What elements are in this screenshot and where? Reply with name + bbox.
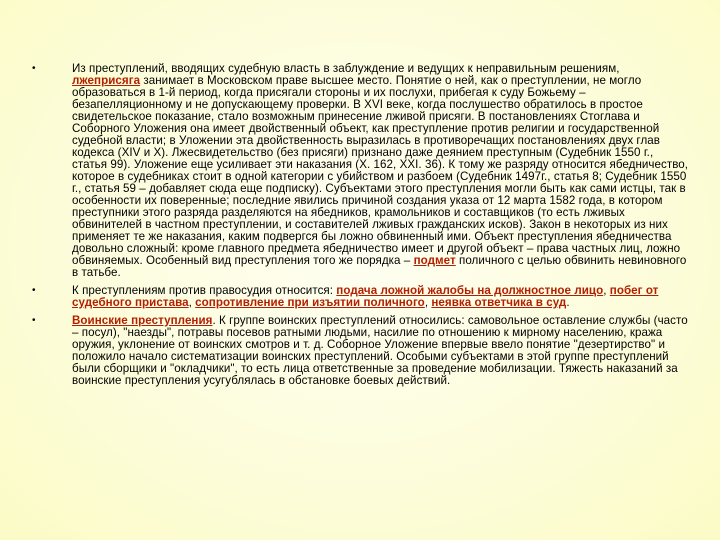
term-link-podmet[interactable]: подмет	[413, 254, 456, 267]
bullet-icon: •	[32, 285, 36, 296]
term-link-pobeg[interactable]: побег от судебного пристава	[72, 284, 659, 309]
paragraph-text: Из преступлений, вводящих судебную власть в заблуждение и ведущих к неправильным решениям,	[72, 62, 620, 75]
paragraph-text: поличного с целью обвинить невиновного в татьбе.	[72, 254, 687, 279]
list-item-pravosudie	[32, 284, 690, 309]
term-link-lozhnaya-zhaloba[interactable]: подача ложной жалобы на должностное лицо	[336, 284, 604, 297]
separator-text: ,	[603, 284, 610, 297]
separator-text: .	[566, 296, 570, 309]
paragraph-text: занимает в Московском праве высшее место. Понятие о ней, как о преступлении, не могло образоваться в 1-й период, когда присягали стороны и их послухи, прибегая к суду Божьему – безапелляционному и не допускающему проверки. В XVI веке, когда послушество обратилось в простое свидетельское показание, стало возможным принесение лживой присяги. В постановлениях Стоглава и Соборного Уложения она имеет двойственный объект, как преступление против религии и государственной судебной власти; в Уложении эта двойственность выразилась в противоречащих постановлениях двух глав кодекса (XIV и X). Лжесвидетельство (без присяги) признано даже деянием преступным (Судебник 1550 г., статья 99). Уложение еще усиливает эти наказания (X. 162, XXI. 36). К тому же разряду относится ябедничество, которое в судебниках стоит в одной категории с убийством и разбоем (Судебник 1497г., статья 8; Судебник 1550 г., статья 59 – добавляет сюда еще подписку). Субъектами этого преступления могли быть как сами истцы, так в особенности их поверенные; последние явились причиной создания указа от 12 марта 1582 года, в котором преступники этого разряда разделяются на ябедников, крамольников и составщиков (то есть лживых обвинителей в частном преступлении, и составителей лживых гражданских исков). Закон в некоторых из них применяет те же наказания, каким подвергся бы ложно обвиненный ими. Объект преступления ябедничества довольно сложный: кроме главного предмета ябедничество имеет и другой объект – права частных лиц, ложно обвиняемых. Особенный вид преступления того же порядка –	[72, 74, 689, 267]
paragraph-text: К преступлениям против правосудия относится:	[72, 284, 337, 297]
term-link-neyavka[interactable]: неявка ответчика в суд	[431, 296, 567, 309]
list-item-lzheprisyaga	[32, 62, 690, 279]
bullet-list	[32, 62, 690, 393]
list-item-voinskie	[32, 314, 690, 387]
term-link-soprotivlenie[interactable]: сопротивление при изъятии поличного	[195, 296, 425, 309]
bullet-icon: •	[32, 63, 36, 74]
separator-text: ,	[424, 296, 432, 309]
separator-text: ,	[188, 296, 196, 309]
bullet-icon: •	[32, 315, 36, 326]
term-link-voinskie-prestupleniya[interactable]: Воинские преступления	[72, 314, 213, 327]
paragraph-text: . К группе воинских преступлений относились: самовольное оставление службы (часто – посул), "наезды", потравы посевов ратными людьми, насилие по отношению к мирному населению, кража оружия, уклонение от воинских смотров и т. д. Соборное Уложение впервые ввело понятие "дезертирство" и положило начало систематизации воинских преступлений. Особыми субъектами в этой группе преступлений были сборщики и "окладчики", то есть лица ответственные за проведение мобилизации. Тяжесть наказаний за воинские преступления усугублялась в обстановке боевых действий.	[72, 314, 688, 387]
term-link-lzheprisyaga[interactable]: лжеприсяга	[72, 74, 141, 87]
